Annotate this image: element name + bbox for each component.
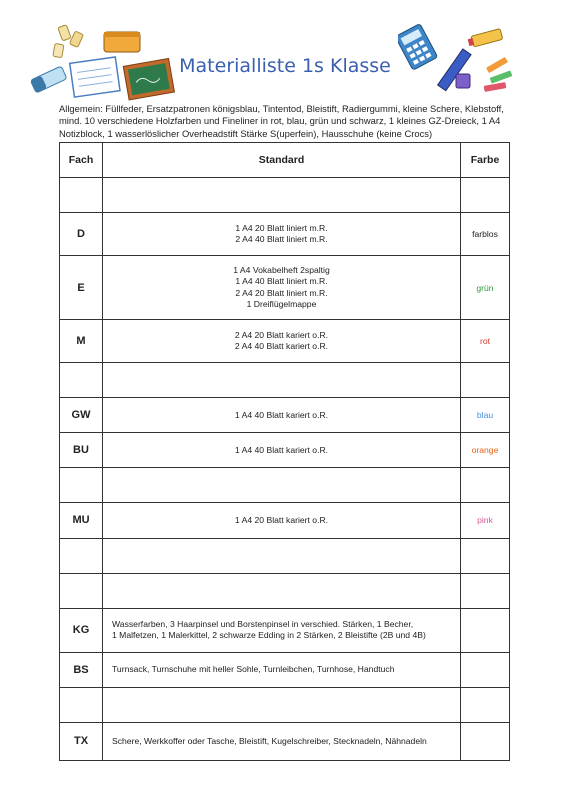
material-line: Wasserfarben, 3 Haarpinsel und Borstenpinsel in verschied. Stärken, 1 Becher, bbox=[112, 618, 414, 629]
subject-cell: D bbox=[60, 213, 103, 256]
material-line: Schere, Werkkoffer oder Tasche, Bleistift, Kugelschreiber, Stecknadeln, Nähnadeln bbox=[112, 735, 427, 746]
standard-cell bbox=[103, 538, 461, 573]
chalk-icon bbox=[53, 25, 84, 58]
column-header-farbe: Farbe bbox=[461, 143, 510, 178]
color-cell bbox=[461, 573, 510, 608]
standard-cell bbox=[103, 503, 461, 538]
material-line: 1 Dreiflügelmappe bbox=[246, 299, 317, 310]
table-row bbox=[60, 433, 510, 468]
page-title: Materialliste 1s Klasse bbox=[179, 55, 391, 77]
table-row bbox=[60, 503, 510, 538]
material-line: 1 A4 Vokabelheft 2spaltig bbox=[233, 264, 330, 275]
material-line: 2 A4 20 Blatt liniert m.R. bbox=[235, 287, 328, 298]
subject-cell: MU bbox=[60, 503, 103, 538]
material-line: Turnsack, Turnschuhe mit heller Sohle, Turnleibchen, Turnhose, Handtuch bbox=[112, 663, 395, 674]
color-cell bbox=[461, 363, 510, 398]
standard-cell bbox=[103, 178, 461, 213]
table-row bbox=[60, 573, 510, 608]
standard-cell bbox=[103, 433, 461, 468]
table-row bbox=[60, 213, 510, 256]
material-line: 1 A4 40 Blatt kariert o.R. bbox=[234, 409, 329, 420]
standard-cell bbox=[103, 256, 461, 320]
material-line: 1 A4 20 Blatt liniert m.R. bbox=[235, 222, 328, 233]
color-cell: farblos bbox=[461, 213, 510, 256]
color-cell bbox=[461, 178, 510, 213]
column-header-fach: Fach bbox=[60, 143, 103, 178]
material-line: 2 A4 20 Blatt kariert o.R. bbox=[234, 329, 329, 340]
color-cell: orange bbox=[461, 433, 510, 468]
table-row bbox=[60, 608, 510, 652]
paint-tube-icon bbox=[467, 29, 503, 48]
standard-cell bbox=[103, 468, 461, 503]
table-row bbox=[60, 468, 510, 503]
pencils-icon bbox=[484, 57, 513, 92]
standard-cell bbox=[103, 573, 461, 608]
subject-cell: BU bbox=[60, 433, 103, 468]
table-row bbox=[60, 538, 510, 573]
subject-cell: M bbox=[60, 320, 103, 363]
color-cell: grün bbox=[461, 256, 510, 320]
material-line: 2 A4 40 Blatt kariert o.R. bbox=[234, 341, 329, 352]
table-row bbox=[60, 652, 510, 687]
table-row bbox=[60, 722, 510, 760]
subject-cell bbox=[60, 468, 103, 503]
material-table bbox=[59, 142, 510, 761]
subject-cell bbox=[60, 363, 103, 398]
color-cell bbox=[461, 468, 510, 503]
color-cell: rot bbox=[461, 320, 510, 363]
table-row bbox=[60, 320, 510, 363]
standard-cell bbox=[103, 687, 461, 722]
table-row bbox=[60, 687, 510, 722]
notebook-icon bbox=[70, 57, 120, 97]
standard-cell bbox=[103, 652, 461, 687]
general-materials-text: Allgemein: Füllfeder, Ersatzpatronen königsblau, Tintentod, Bleistift, Radiergummi, kleine Schere, Klebstoff, mind. 10 verschiedene Holzfarben und Fineliner in rot, blau, grün und schwarz, 1 kleines GZ-Dreieck, 1 A4 Notizblock, 1 wasserlöslicher Overheadstift Stärke S(uperfein), Hausschuhe (keine Crocs) bbox=[59, 103, 504, 139]
subject-cell bbox=[60, 178, 103, 213]
column-header-standard: Standard bbox=[103, 143, 461, 178]
table-header-row bbox=[60, 143, 510, 178]
color-cell bbox=[461, 687, 510, 722]
color-cell: pink bbox=[461, 503, 510, 538]
subject-cell: GW bbox=[60, 398, 103, 433]
subject-cell bbox=[60, 538, 103, 573]
material-line: 1 A4 40 Blatt liniert m.R. bbox=[235, 276, 328, 287]
subject-cell: E bbox=[60, 256, 103, 320]
color-cell: blau bbox=[461, 398, 510, 433]
material-line: 1 Malfetzen, 1 Malerkittel, 2 schwarze Edding in 2 Stärken, 2 Bleistifte (2B und 4B) bbox=[112, 630, 426, 641]
color-cell bbox=[461, 608, 510, 652]
table-row bbox=[60, 178, 510, 213]
color-cell bbox=[461, 538, 510, 573]
standard-cell bbox=[103, 398, 461, 433]
standard-cell bbox=[103, 363, 461, 398]
standard-cell bbox=[103, 320, 461, 363]
material-line: 1 A4 20 Blatt kariert o.R. bbox=[234, 514, 329, 525]
pencil-case-icon bbox=[104, 32, 140, 52]
eraser-icon bbox=[30, 66, 67, 93]
subject-cell: KG bbox=[60, 608, 103, 652]
material-line: 1 A4 40 Blatt kariert o.R. bbox=[234, 444, 329, 455]
standard-cell bbox=[103, 608, 461, 652]
subject-cell bbox=[60, 573, 103, 608]
subject-cell: TX bbox=[60, 722, 103, 760]
table-row bbox=[60, 363, 510, 398]
color-cell bbox=[461, 652, 510, 687]
subject-cell bbox=[60, 687, 103, 722]
table-row bbox=[60, 398, 510, 433]
subject-cell: BS bbox=[60, 652, 103, 687]
material-line: 2 A4 40 Blatt liniert m.R. bbox=[235, 234, 328, 245]
standard-cell bbox=[103, 213, 461, 256]
table-row bbox=[60, 256, 510, 320]
standard-cell bbox=[103, 722, 461, 760]
color-cell bbox=[461, 722, 510, 760]
sharpener-icon bbox=[456, 74, 470, 88]
